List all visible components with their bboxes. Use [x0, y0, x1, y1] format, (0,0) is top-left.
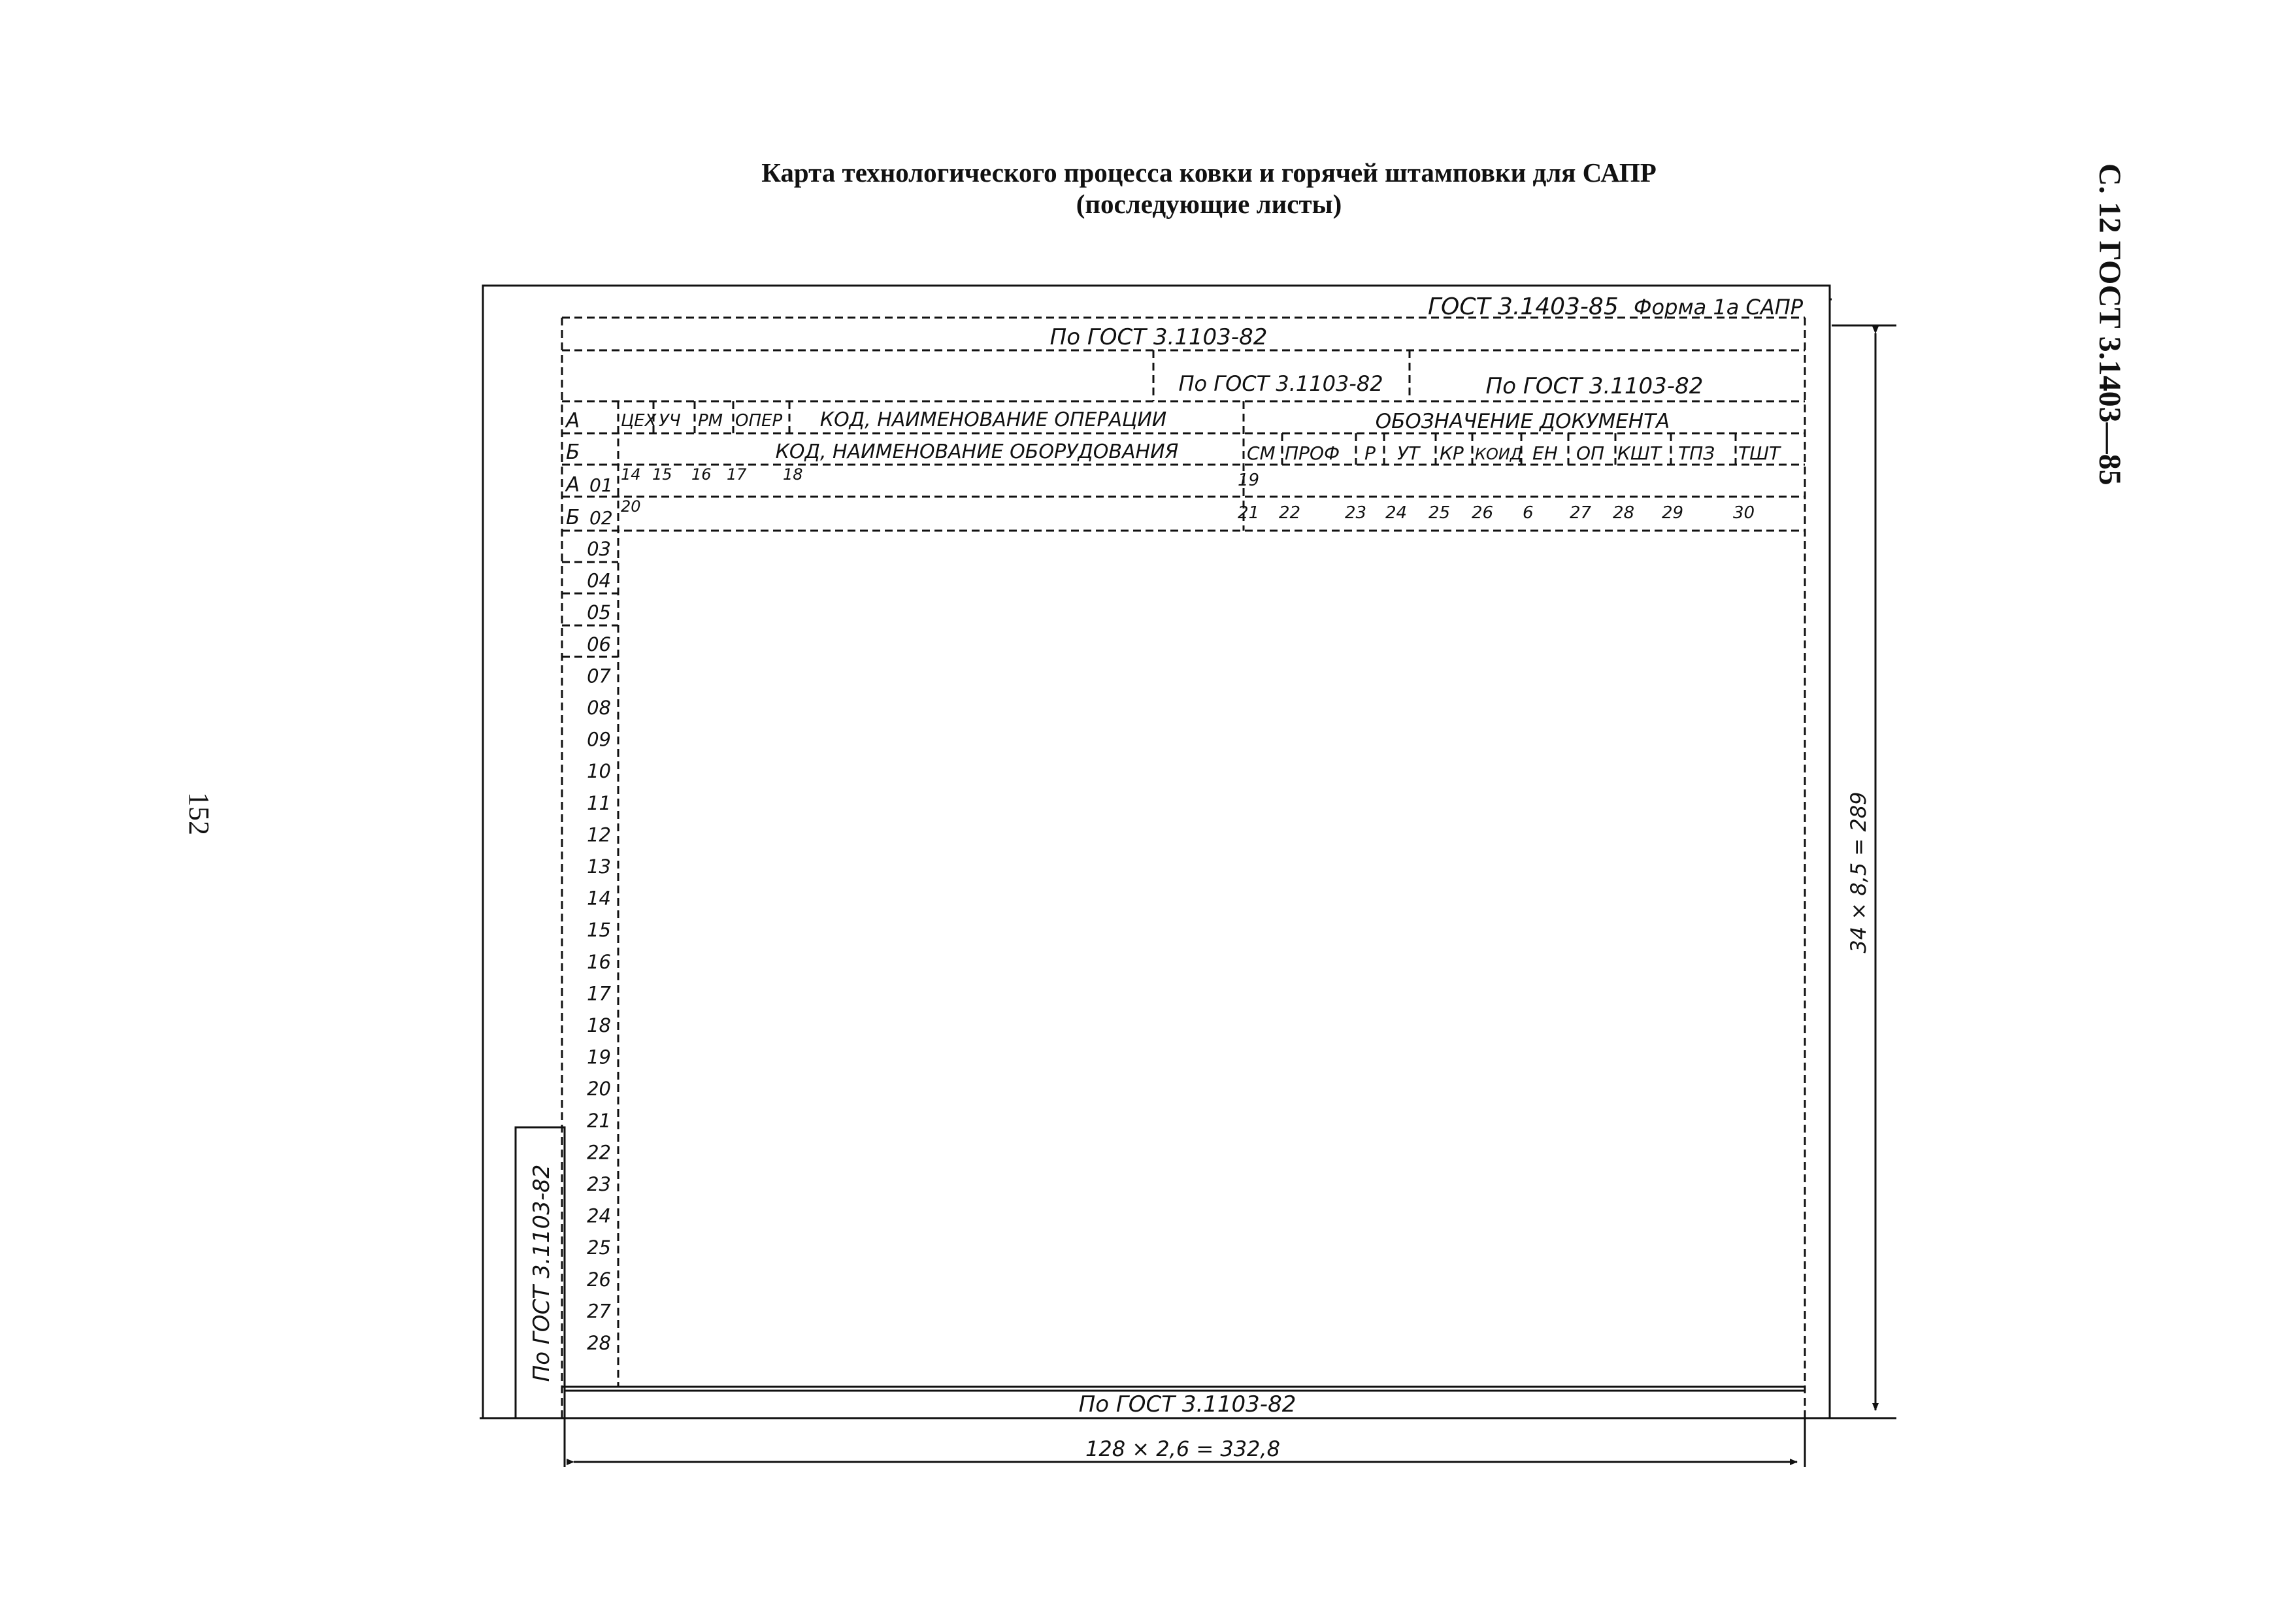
- field-num: 29: [1662, 503, 1684, 523]
- ref-mid-left: По ГОСТ 3.1103-82: [1178, 371, 1383, 396]
- line-number: 22: [587, 1141, 611, 1164]
- row-a-marker: А: [566, 409, 580, 433]
- col-koid: КОИД: [1475, 445, 1523, 463]
- line-number: 24: [587, 1204, 611, 1227]
- field-num: 18: [783, 465, 803, 484]
- line-number: 10: [587, 760, 611, 783]
- line-number: 07: [587, 665, 611, 688]
- line-number: 11: [587, 791, 611, 814]
- line-number: 20: [587, 1078, 611, 1101]
- field-num: 24: [1385, 503, 1408, 523]
- ref-side: По ГОСТ 3.1103-82: [529, 1164, 555, 1382]
- col-prof: ПРОФ: [1285, 442, 1340, 464]
- col-cex: ЦЕХ: [621, 411, 657, 431]
- col-uch: УЧ: [659, 411, 681, 431]
- row-01-marker: А: [566, 473, 580, 497]
- line-number: 04: [587, 569, 611, 592]
- line-number: 23: [587, 1173, 611, 1195]
- col-en: ЕН: [1532, 442, 1558, 464]
- line-number: 21: [587, 1109, 611, 1132]
- ref-bottom: По ГОСТ 3.1103-82: [1078, 1391, 1296, 1417]
- col-ksht: КШТ: [1617, 442, 1661, 464]
- field-num: 28: [1613, 503, 1635, 523]
- line-number: 18: [587, 1014, 611, 1036]
- field-num: 17: [727, 465, 747, 484]
- form-name: Форма 1а САПР: [1634, 295, 1804, 320]
- dashed-grid: [562, 318, 1805, 1418]
- col-op: ОП: [1576, 442, 1605, 464]
- row-02-field-numbers: [621, 497, 1755, 523]
- col-r: Р: [1364, 442, 1376, 464]
- line-number: 28: [587, 1332, 611, 1354]
- line-number: 14: [587, 887, 611, 910]
- col-ut: УТ: [1397, 442, 1420, 464]
- field-num: 27: [1570, 503, 1592, 523]
- height-dimension-label: 34 × 8,5 = 289: [1846, 791, 1871, 953]
- line-number: 26: [587, 1268, 611, 1291]
- side-page-header: С. 12 ГОСТ 3.1403—85: [2092, 163, 2127, 486]
- field-num: 16: [691, 465, 712, 484]
- col-tpz: ТПЗ: [1678, 442, 1715, 464]
- field-num: 6: [1523, 503, 1534, 523]
- row-01-number: 01: [589, 474, 613, 496]
- line-number: 06: [587, 633, 611, 655]
- field-num: 30: [1733, 503, 1755, 523]
- row-b-marker: Б: [566, 440, 580, 464]
- line-number: 25: [587, 1236, 611, 1259]
- line-number: 27: [587, 1300, 611, 1323]
- equipment-header: КОД, НАИМЕНОВАНИЕ ОБОРУДОВАНИЯ: [775, 440, 1179, 463]
- field-num: 25: [1428, 503, 1451, 523]
- line-number: 17: [587, 982, 611, 1005]
- line-number: 16: [587, 950, 611, 973]
- field-num: 26: [1472, 503, 1494, 523]
- field-num: 22: [1279, 503, 1301, 523]
- title-line-2: (последующие листы): [1076, 189, 1342, 219]
- operation-header: КОД, НАИМЕНОВАНИЕ ОПЕРАЦИИ: [819, 408, 1167, 431]
- bottom-strip: [562, 1387, 1805, 1391]
- row-02-number: 02: [589, 507, 613, 529]
- line-number: 09: [587, 728, 611, 751]
- field-num: 20: [621, 497, 641, 516]
- line-number: 12: [587, 823, 611, 846]
- col-rm: РМ: [698, 411, 723, 431]
- ref-top: По ГОСТ 3.1103-82: [1049, 324, 1268, 350]
- title-line-1: Карта технологического процесса ковки и горячей штамповки для САПР: [761, 157, 1657, 188]
- width-dimension-label: 128 × 2,6 = 332,8: [1085, 1436, 1280, 1461]
- document-header: ОБОЗНАЧЕНИЕ ДОКУМЕНТА: [1375, 410, 1670, 433]
- field-num: 23: [1345, 503, 1367, 523]
- ref-mid-right: По ГОСТ 3.1103-82: [1485, 373, 1704, 399]
- row-b-columns: [1247, 442, 1781, 464]
- field-num: 19: [1238, 471, 1260, 490]
- page-number: 152: [183, 792, 215, 835]
- col-sm: СМ: [1247, 442, 1276, 464]
- col-oper: ОПЕР: [735, 411, 783, 431]
- line-number: 13: [587, 855, 611, 878]
- col-kr: КР: [1440, 442, 1464, 464]
- field-num: 21: [1238, 503, 1260, 523]
- line-numbers: [587, 538, 611, 1354]
- field-num: 14: [621, 465, 641, 484]
- row-02-marker: Б: [566, 506, 580, 529]
- line-number: 15: [587, 919, 611, 942]
- field-num: 15: [652, 465, 672, 484]
- line-number: 05: [587, 601, 611, 624]
- row-01-field-numbers: [621, 465, 1259, 490]
- line-number: 08: [587, 697, 611, 719]
- standard-code: ГОСТ 3.1403-85: [1428, 293, 1619, 320]
- line-number: 03: [587, 538, 611, 560]
- line-number: 19: [587, 1046, 611, 1069]
- col-tsht: ТШТ: [1738, 442, 1781, 464]
